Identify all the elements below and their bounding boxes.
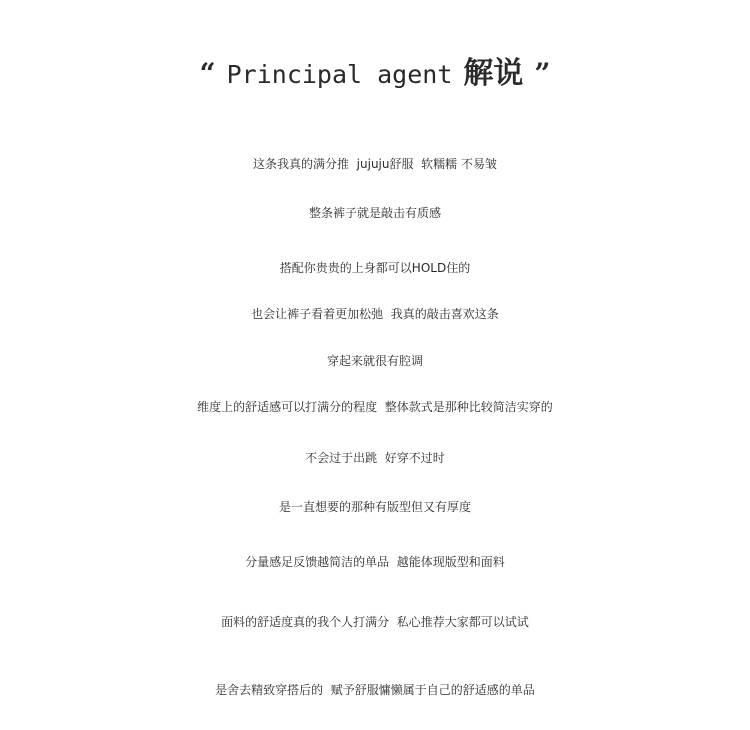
text-line-2: 整条裤子就是敲击有质感 bbox=[308, 206, 441, 220]
text-line-9: 分量感足反馈越简洁的单品 越能体现版型和面料 bbox=[245, 555, 505, 569]
text-line-10: 面料的舒适度真的我个人打满分 私心推荐大家都可以试试 bbox=[221, 615, 529, 629]
title-chinese: 解说 bbox=[463, 56, 524, 91]
text-line-11: 是舍去精致穿搭后的 赋予舒服慵懒属于自己的舒适感的单品 bbox=[215, 683, 535, 697]
page-title bbox=[0, 54, 750, 95]
text-line-5: 穿起来就很有腔调 bbox=[326, 354, 423, 368]
text-line-8: 是一直想要的那种有版型但又有厚度 bbox=[278, 500, 471, 514]
title-english: Principal agent bbox=[226, 60, 453, 89]
text-line-6: 维度上的舒适感可以打满分的程度 整体款式是那种比较简洁实穿的 bbox=[197, 400, 553, 414]
text-line-4: 也会让裤子看着更加松弛 我真的敲击喜欢这条 bbox=[251, 307, 499, 321]
text-line-7: 不会过于出跳 好穿不过时 bbox=[305, 451, 445, 465]
text-line-1: 这条我真的满分推 jujuju舒服 软糯糯 不易皱 bbox=[253, 157, 497, 171]
title-open-quote: “ bbox=[199, 57, 216, 90]
title-close-quote: ” bbox=[534, 57, 551, 90]
text-line-3: 搭配你贵贵的上身都可以HOLD住的 bbox=[279, 261, 471, 275]
